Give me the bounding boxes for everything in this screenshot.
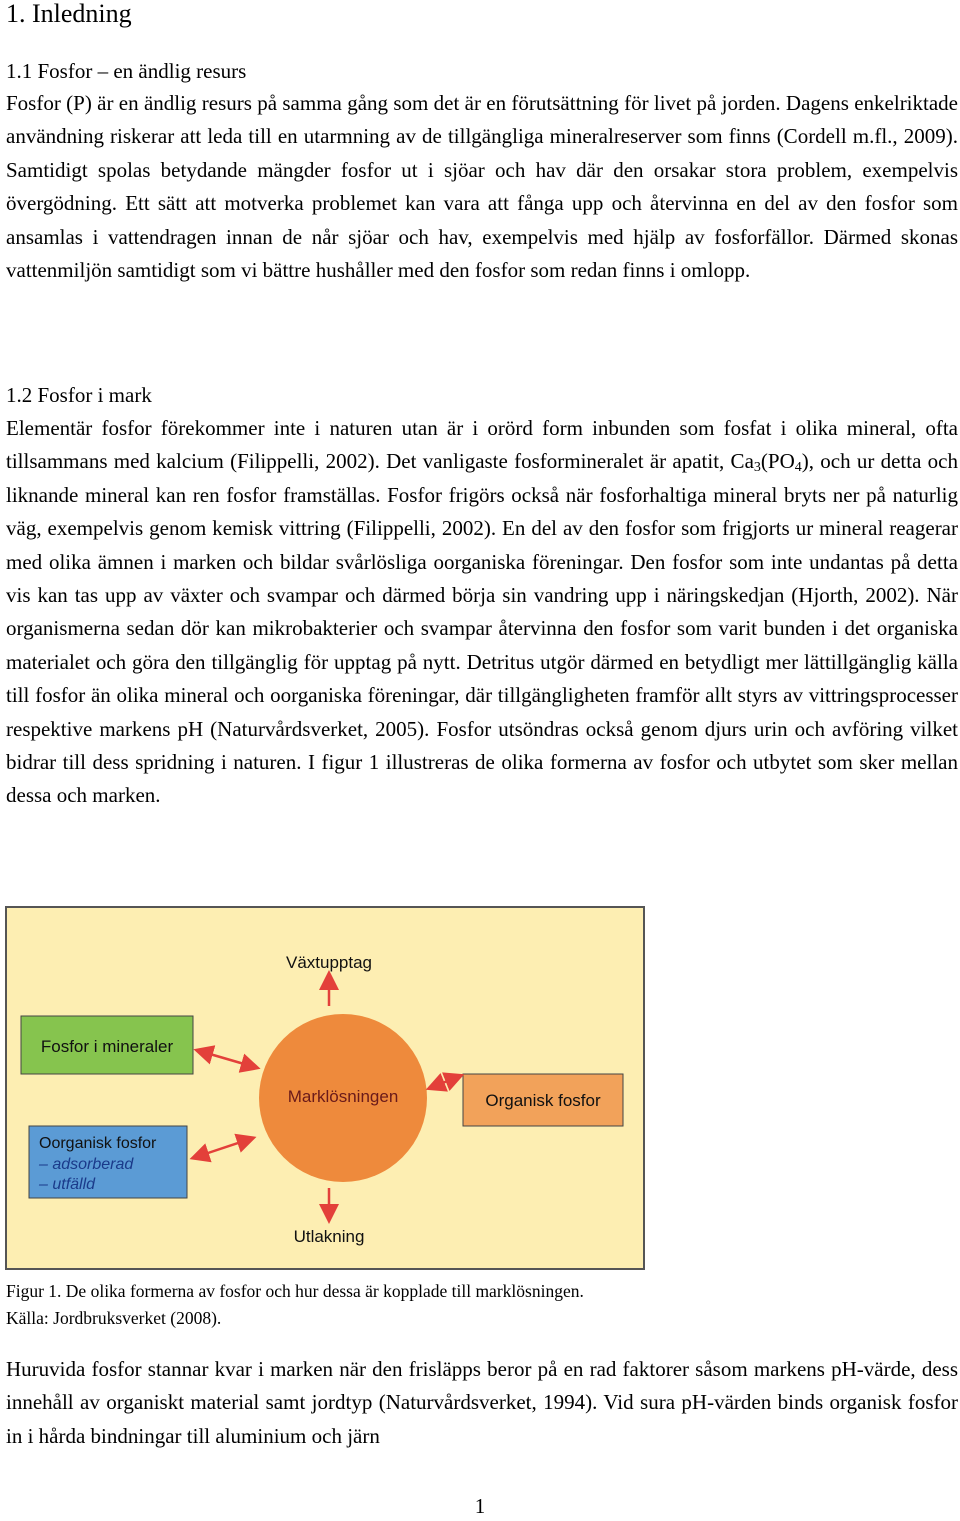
formula-middle: (PO xyxy=(760,449,795,474)
minerals-label: Fosfor i mineraler xyxy=(40,1037,174,1056)
figure-source: Källa: Jordbruksverket (2008). xyxy=(6,1308,222,1328)
phosphorus-forms-figure xyxy=(5,906,645,1270)
inorganic-precipitated: – utfälld xyxy=(39,1176,96,1193)
paragraph-text-before-formula: Elementär fosfor förekommer inte i naturen utan är i orörd form inbunden som fosfat i olika mineral, ofta tillsammans med kalcium (Filippelli, 2002). Det vanligaste fosformineralet är apatit, Ca xyxy=(6,416,958,474)
minerals-exchange-arrow xyxy=(203,1052,251,1066)
plant-uptake-label: Växtupptag xyxy=(285,953,373,972)
formula-subscript-4: 4 xyxy=(794,460,802,476)
inorganic-adsorbed: – adsorberad xyxy=(39,1156,134,1173)
soil-solution-label: Marklösningen xyxy=(287,1087,399,1106)
inorganic-title: Oorganisk fosfor xyxy=(39,1135,157,1152)
figure-caption: Figur 1. De olika formerna av fosfor och hur dessa är kopplade till marklösningen. xyxy=(6,1281,584,1301)
organic-phosphorus-label: Organisk fosfor xyxy=(485,1091,601,1110)
section-heading-1-1: 1.1 Fosfor – en ändlig resurs xyxy=(6,59,247,83)
figure-diagram xyxy=(7,908,643,1268)
page-number: 1 xyxy=(474,1494,486,1518)
inorganic-exchange-arrow xyxy=(199,1140,247,1156)
section-paragraph-1-2 xyxy=(6,412,958,813)
formula-subscript-3: 3 xyxy=(753,460,761,476)
leaching-label: Utlakning xyxy=(293,1227,365,1246)
paragraph-text-after-formula: ), och ur detta och liknande mineral kan ren fosfor framställas. Fosfor frigörs också när fosforhaltiga mineral bryts ner på naturlig väg, exempelvis genom kemisk vittring (Filippelli, 2002). En del av den fosfor som frigjorts ur mineral reagerar med olika ämnen i marken och bildar svårlösliga oorganiska föreningar. Den fosfor som inte undantas på detta vis kan tas upp av växter och svampar och därmed börja sin vandring upp i näringskedjan (Hjorth, 2002). När organismerna sedan dör kan mikrobakterier och svampar återvinna den fosfor som varit bunden i det organiska materialet och göra den tillgänglig för upptag på nytt. Detritus utgör därmed en betydligt mer lättillgänglig källa till fosfor än olika mineral och oorganiska föreningar, där tillgängligheten framför allt styrs av vittringsprocesser respektive markens pH (Naturvårdsverket, 2005). Fosfor utsöndras också genom djurs urin och avföring vilket bidrar till dess spridning i naturen. I figur 1 illustreras de olika formerna av fosfor och utbytet som sker mellan dessa och marken. xyxy=(6,449,958,808)
page-title: 1. Inledning xyxy=(6,0,132,28)
section-heading-1-2: 1.2 Fosfor i mark xyxy=(6,383,152,407)
section-paragraph-1-1: Fosfor (P) är en ändlig resurs på samma gång som det är en förutsättning för livet på jorden. Dagens enkelriktade användning riskerar att leda till en utarmning av de tillgängliga mineralreserver som finns (Cordell m.fl., 2009). Samtidigt spolas betydande mängder fosfor ut i sjöar och hav där den orsakar stora problem, exempelvis övergödning. Ett sätt att motverka problemet kan vara att fånga upp och återvinna en del av den fosfor som ansamlas i vattendragen innan de når sjöar och hav, exempelvis med hjälp av fosforfällor. Därmed skonas vattenmiljön samtidigt som vi bättre hushåller med den fosfor som redan finns i omlopp. xyxy=(6,91,958,283)
organic-exchange-arrow xyxy=(435,1078,455,1086)
section-paragraph-continuation: Huruvida fosfor stannar kvar i marken när den frisläpps beror på en rad faktorer såsom markens pH-värde, dess innehåll av organiskt material samt jordtyp (Naturvårdsverket, 1994). Vid sura pH-värden binds organisk fosfor in i hårda bindningar till aluminium och järn xyxy=(6,1357,958,1448)
